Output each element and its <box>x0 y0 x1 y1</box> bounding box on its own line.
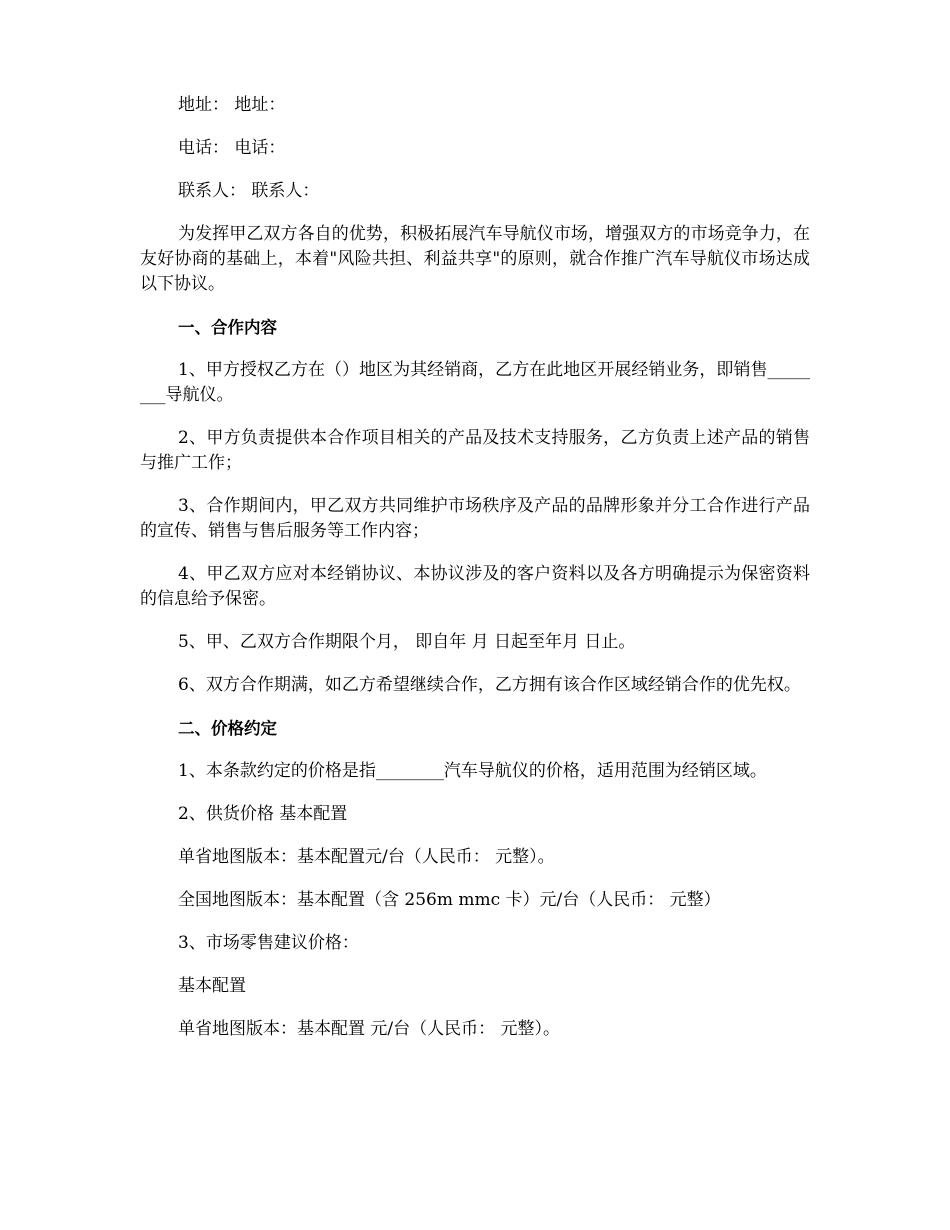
section-heading-cooperation: 一、合作内容 <box>178 318 277 337</box>
basic-config-label: 基本配置 <box>178 976 246 996</box>
clause-1-1: 1、甲方授权乙方在（）地区为其经销商，乙方在此地区开展经销业务，即销售________导航仪。 <box>140 360 810 405</box>
price-national: 全国地图版本：基本配置（含 256m mmc 卡）元/台（人民币： 元整） <box>178 890 721 910</box>
section-heading-pricing: 二、价格约定 <box>178 719 277 738</box>
clause-2-2: 2、供货价格 基本配置 <box>178 804 348 824</box>
clause-2-3: 3、市场零售建议价格： <box>178 933 359 953</box>
contact-line: 联系人： 联系人： <box>178 181 320 201</box>
price-single-province: 单省地图版本：基本配置元/台（人民币： 元整）。 <box>178 847 555 867</box>
document-body <box>140 93 810 1060</box>
retail-price-single-province: 单省地图版本：基本配置 元/台（人民币： 元整）。 <box>178 1019 561 1039</box>
address-line: 地址： 地址： <box>178 95 286 115</box>
clause-1-3: 3、合作期间内，甲乙双方共同维护市场秩序及产品的品牌形象并分工合作进行产品的宣传、销售与售后服务等工作内容； <box>140 496 810 541</box>
clause-1-4: 4、甲乙双方应对本经销协议、本协议涉及的客户资料以及各方明确提示为保密资料的信息给予保密。 <box>140 564 810 609</box>
clause-2-1: 1、本条款约定的价格是指________汽车导航仪的价格，适用范围为经销区域。 <box>178 761 767 781</box>
phone-line: 电话： 电话： <box>178 138 286 158</box>
clause-1-6: 6、双方合作期满，如乙方希望继续合作，乙方拥有该合作区域经销合作的优先权。 <box>178 675 801 695</box>
preamble-paragraph: 为发挥甲乙双方各自的优势，积极拓展汽车导航仪市场，增强双方的市场竞争力，在友好协商的基础上，本着"风险共担、利益共享"的原则，就合作推广汽车导航仪市场达成以下协议。 <box>140 224 810 294</box>
clause-1-5: 5、甲、乙双方合作期限个月， 即自年 月 日起至年月 日止。 <box>178 632 636 652</box>
clause-1-2: 2、甲方负责提供本合作项目相关的产品及技术支持服务，乙方负责上述产品的销售与推广工作； <box>140 428 810 473</box>
